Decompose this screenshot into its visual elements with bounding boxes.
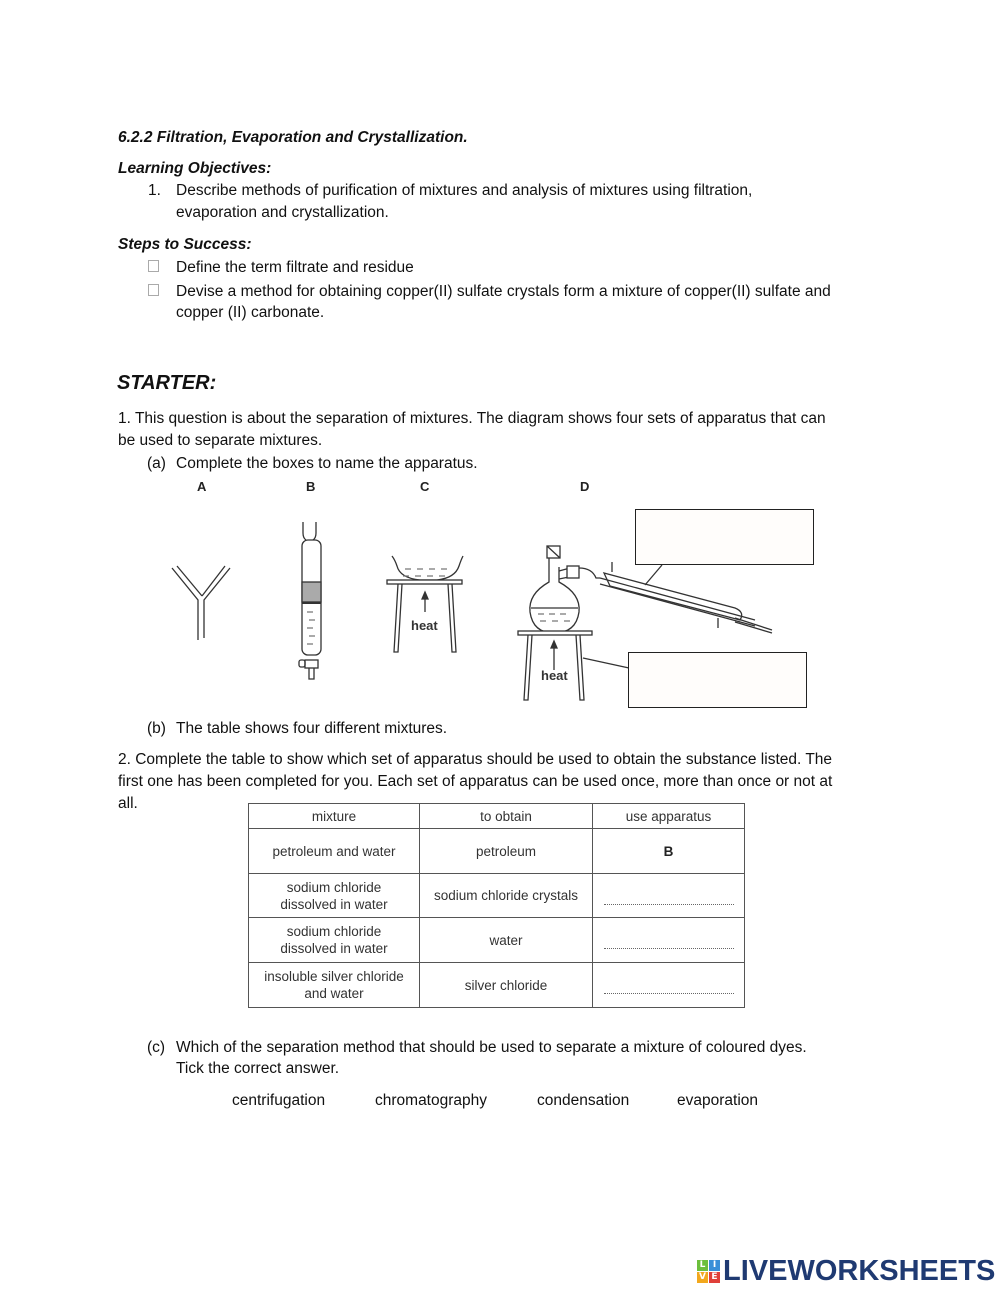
apparatus-cell: B [593,829,745,874]
apparatus-label-b: B [306,479,316,494]
objectives-heading: Learning Objectives: [118,160,272,177]
part-b-label: (b) [147,720,166,737]
tripod-answer-box[interactable] [628,652,807,708]
part-a-text: Complete the boxes to name the apparatus. [176,455,478,472]
logo-text: LIVEWORKSHEETS [723,1255,996,1287]
table-row [249,829,745,874]
option-centrifugation[interactable]: centrifugation [232,1092,326,1109]
liveworksheets-logo [697,1255,995,1288]
heat-label-d: heat [541,668,568,683]
mixture-cell: sodium chloride dissolved in water [249,874,420,918]
obtain-cell: petroleum [420,829,593,874]
mixture-cell: sodium chloride dissolved in water [249,918,420,963]
table-row [249,874,745,918]
step-1-text: Define the term filtrate and residue [176,259,414,276]
funnel-icon [172,566,230,640]
q1-line-2: be used to separate mixtures. [118,432,323,449]
q2-line-3: all. [118,795,138,812]
heat-label-c: heat [411,618,438,633]
mixtures-table [248,803,745,1008]
starter-heading: STARTER: [117,372,217,394]
option-chromatography[interactable]: chromatography [375,1092,488,1109]
apparatus-answer-input[interactable] [593,918,745,963]
header-to-obtain: to obtain [420,804,593,829]
step-2-line-1: Devise a method for obtaining copper(II) sulfate crystals form a mixture of copper(II) sulfate and [176,283,831,300]
objective-line-2: evaporation and crystallization. [176,204,389,221]
step-2-line-2: copper (II) carbonate. [176,304,325,321]
mixture-cell: petroleum and water [249,829,420,874]
q2-line-1: 2. Complete the table to show which set of apparatus should be used to obtain the substance listed. The [118,751,833,768]
part-a-label: (a) [147,455,166,472]
condenser-answer-box[interactable] [635,509,814,565]
apparatus-answer-input[interactable] [593,874,745,918]
table-header-row [249,804,745,829]
table-row [249,963,745,1008]
header-use-apparatus: use apparatus [593,804,745,829]
evaporating-dish-icon [387,556,463,652]
option-evaporation[interactable]: evaporation [677,1092,759,1109]
q2-line-2: first one has been completed for you. Each set of apparatus can be used once, more than once or not at [118,773,833,790]
apparatus-label-d: D [580,479,590,494]
obtain-cell: water [420,918,593,963]
table-row [249,918,745,963]
mixture-cell: insoluble silver chloride and water [249,963,420,1008]
header-mixture: mixture [249,804,420,829]
obtain-cell: silver chloride [420,963,593,1008]
objective-line-1: Describe methods of purification of mixtures and analysis of mixtures using filtration, [176,182,753,199]
apparatus-label-c: C [420,479,430,494]
separating-funnel-icon [299,522,321,679]
option-condensation[interactable]: condensation [537,1092,630,1109]
obtain-cell: sodium chloride crystals [420,874,593,918]
part-c-line-2: Tick the correct answer. [176,1060,340,1077]
part-c-line-1: Which of the separation method that should be used to separate a mixture of coloured dyes. [176,1039,807,1056]
apparatus-label-a: A [197,479,207,494]
lesson-title: 6.2.2 Filtration, Evaporation and Crystallization. [118,129,468,146]
logo-squares-icon: L I V E [697,1260,720,1283]
apparatus-answer-input[interactable] [593,963,745,1008]
objective-number: 1. [148,182,161,199]
steps-heading: Steps to Success: [118,236,252,253]
q1-line-1: 1. This question is about the separation of mixtures. The diagram shows four sets of apparatus that can [118,410,826,427]
part-c-label: (c) [147,1039,166,1056]
part-b-text: The table shows four different mixtures. [176,720,448,737]
